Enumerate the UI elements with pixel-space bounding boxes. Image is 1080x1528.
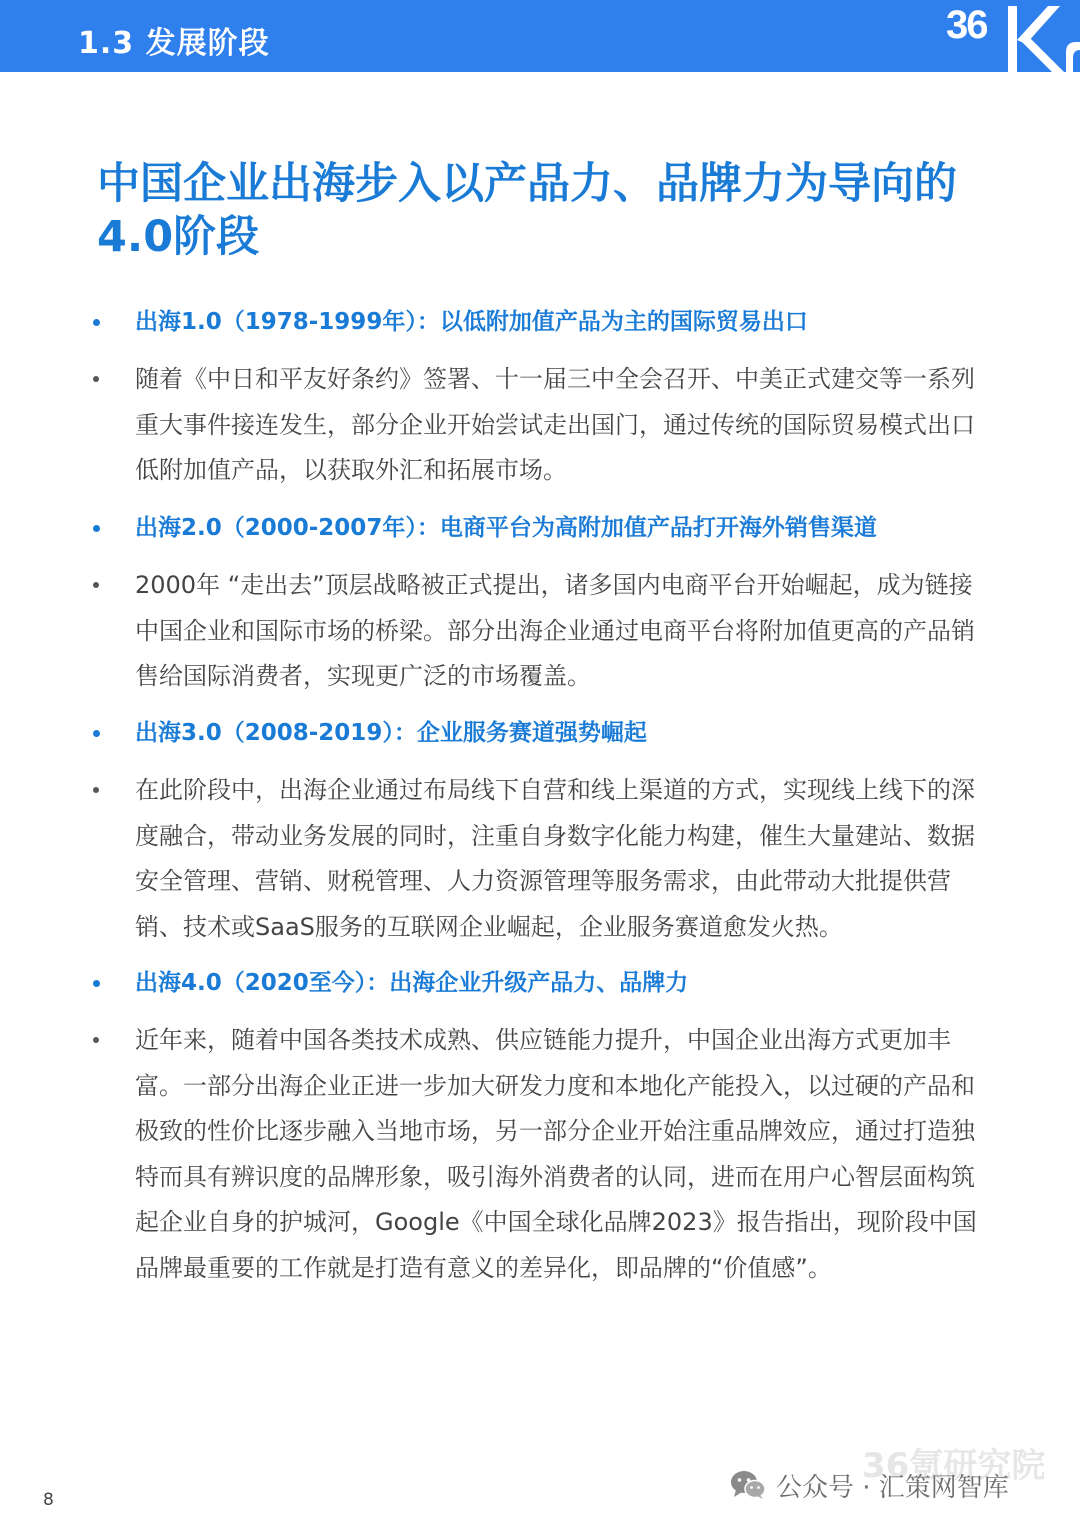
research-watermark: 36氪研究院 xyxy=(862,1446,1046,1486)
wechat-watermark xyxy=(730,1465,1009,1505)
stage-3-body-row xyxy=(0,768,995,950)
stage-1-body-row xyxy=(0,357,995,494)
stage-2-title: 出海2.0（2000-2007年）：电商平台为高附加值产品打开海外销售渠道 xyxy=(135,515,877,541)
bullet-dot xyxy=(93,319,100,326)
page-number: 8 xyxy=(43,1490,54,1510)
bullet-dot xyxy=(93,730,100,737)
stage-3-title: 出海3.0（2008-2019）：企业服务赛道强势崛起 xyxy=(135,720,647,746)
stage-3 xyxy=(0,717,1080,950)
bullet-dot xyxy=(93,980,100,987)
stage-4-body-row xyxy=(0,1018,995,1291)
section-title: 1.3 发展阶段 xyxy=(78,26,270,61)
header-bar xyxy=(0,0,1080,72)
stage-4 xyxy=(0,967,1080,1291)
bullet-dot xyxy=(93,582,99,588)
bullet-dot xyxy=(93,787,99,793)
svg-text:36: 36 xyxy=(946,3,987,47)
stage-4-title: 出海4.0（2020至今）：出海企业升级产品力、品牌力 xyxy=(135,970,689,996)
main-heading: 中国企业出海步入以产品力、品牌力为导向的4.0阶段 xyxy=(97,159,957,262)
stage-2-heading-row xyxy=(0,512,995,544)
stage-3-body: 在此阶段中，出海企业通过布局线下自营和线上渠道的方式，实现线上线下的深度融合，带动业务发展的同时，注重自身数字化能力构建，催生大量建站、数据安全管理、营销、财税管理、人力资源管理等服务需求，由此带动大批提供营销、技术或SaaS服务的互联网企业崛起，企业服务赛道愈发火热。 xyxy=(135,776,975,941)
bullet-dot xyxy=(93,525,100,532)
bullet-dot xyxy=(93,1037,99,1043)
stage-1 xyxy=(0,306,1080,494)
wechat-icon xyxy=(730,1470,766,1500)
wechat-account-label: 公众号 · 汇策网智库 xyxy=(776,1472,1009,1503)
stage-2-body-row xyxy=(0,563,995,700)
bullet-dot xyxy=(93,376,99,382)
stage-1-heading-row xyxy=(0,306,995,338)
36kr-logo xyxy=(940,0,1080,72)
stage-1-body: 随着《中日和平友好条约》签署、十一届三中全会召开、中美正式建交等一系列重大事件接连发生，部分企业开始尝试走出国门，通过传统的国际贸易模式出口低附加值产品，以获取外汇和拓展市场。 xyxy=(135,365,975,484)
stage-4-heading-row xyxy=(0,967,995,999)
stage-2-body: 2000年 “走出去”顶层战略被正式提出，诸多国内电商平台开始崛起，成为链接中国企业和国际市场的桥梁。部分出海企业通过电商平台将附加值更高的产品销售给国际消费者，实现更广泛的市场覆盖。 xyxy=(135,571,975,690)
stage-4-body: 近年来，随着中国各类技术成熟、供应链能力提升，中国企业出海方式更加丰富。一部分出海企业正进一步加大研发力度和本地化产能投入，以过硬的产品和极致的性价比逐步融入当地市场，另一部分企业开始注重品牌效应，通过打造独特而具有辨识度的品牌形象，吸引海外消费者的认同，进而在用户心智层面构筑起企业自身的护城河，Google《中国全球化品牌2023》报告指出，现阶段中国品牌最重要的工作就是打造有意义的差异化，即品牌的“价值感”。 xyxy=(135,1026,977,1282)
stage-3-heading-row xyxy=(0,717,995,749)
stage-2 xyxy=(0,512,1080,700)
stage-1-title: 出海1.0（1978-1999年）：以低附加值产品为主的国际贸易出口 xyxy=(135,309,808,335)
